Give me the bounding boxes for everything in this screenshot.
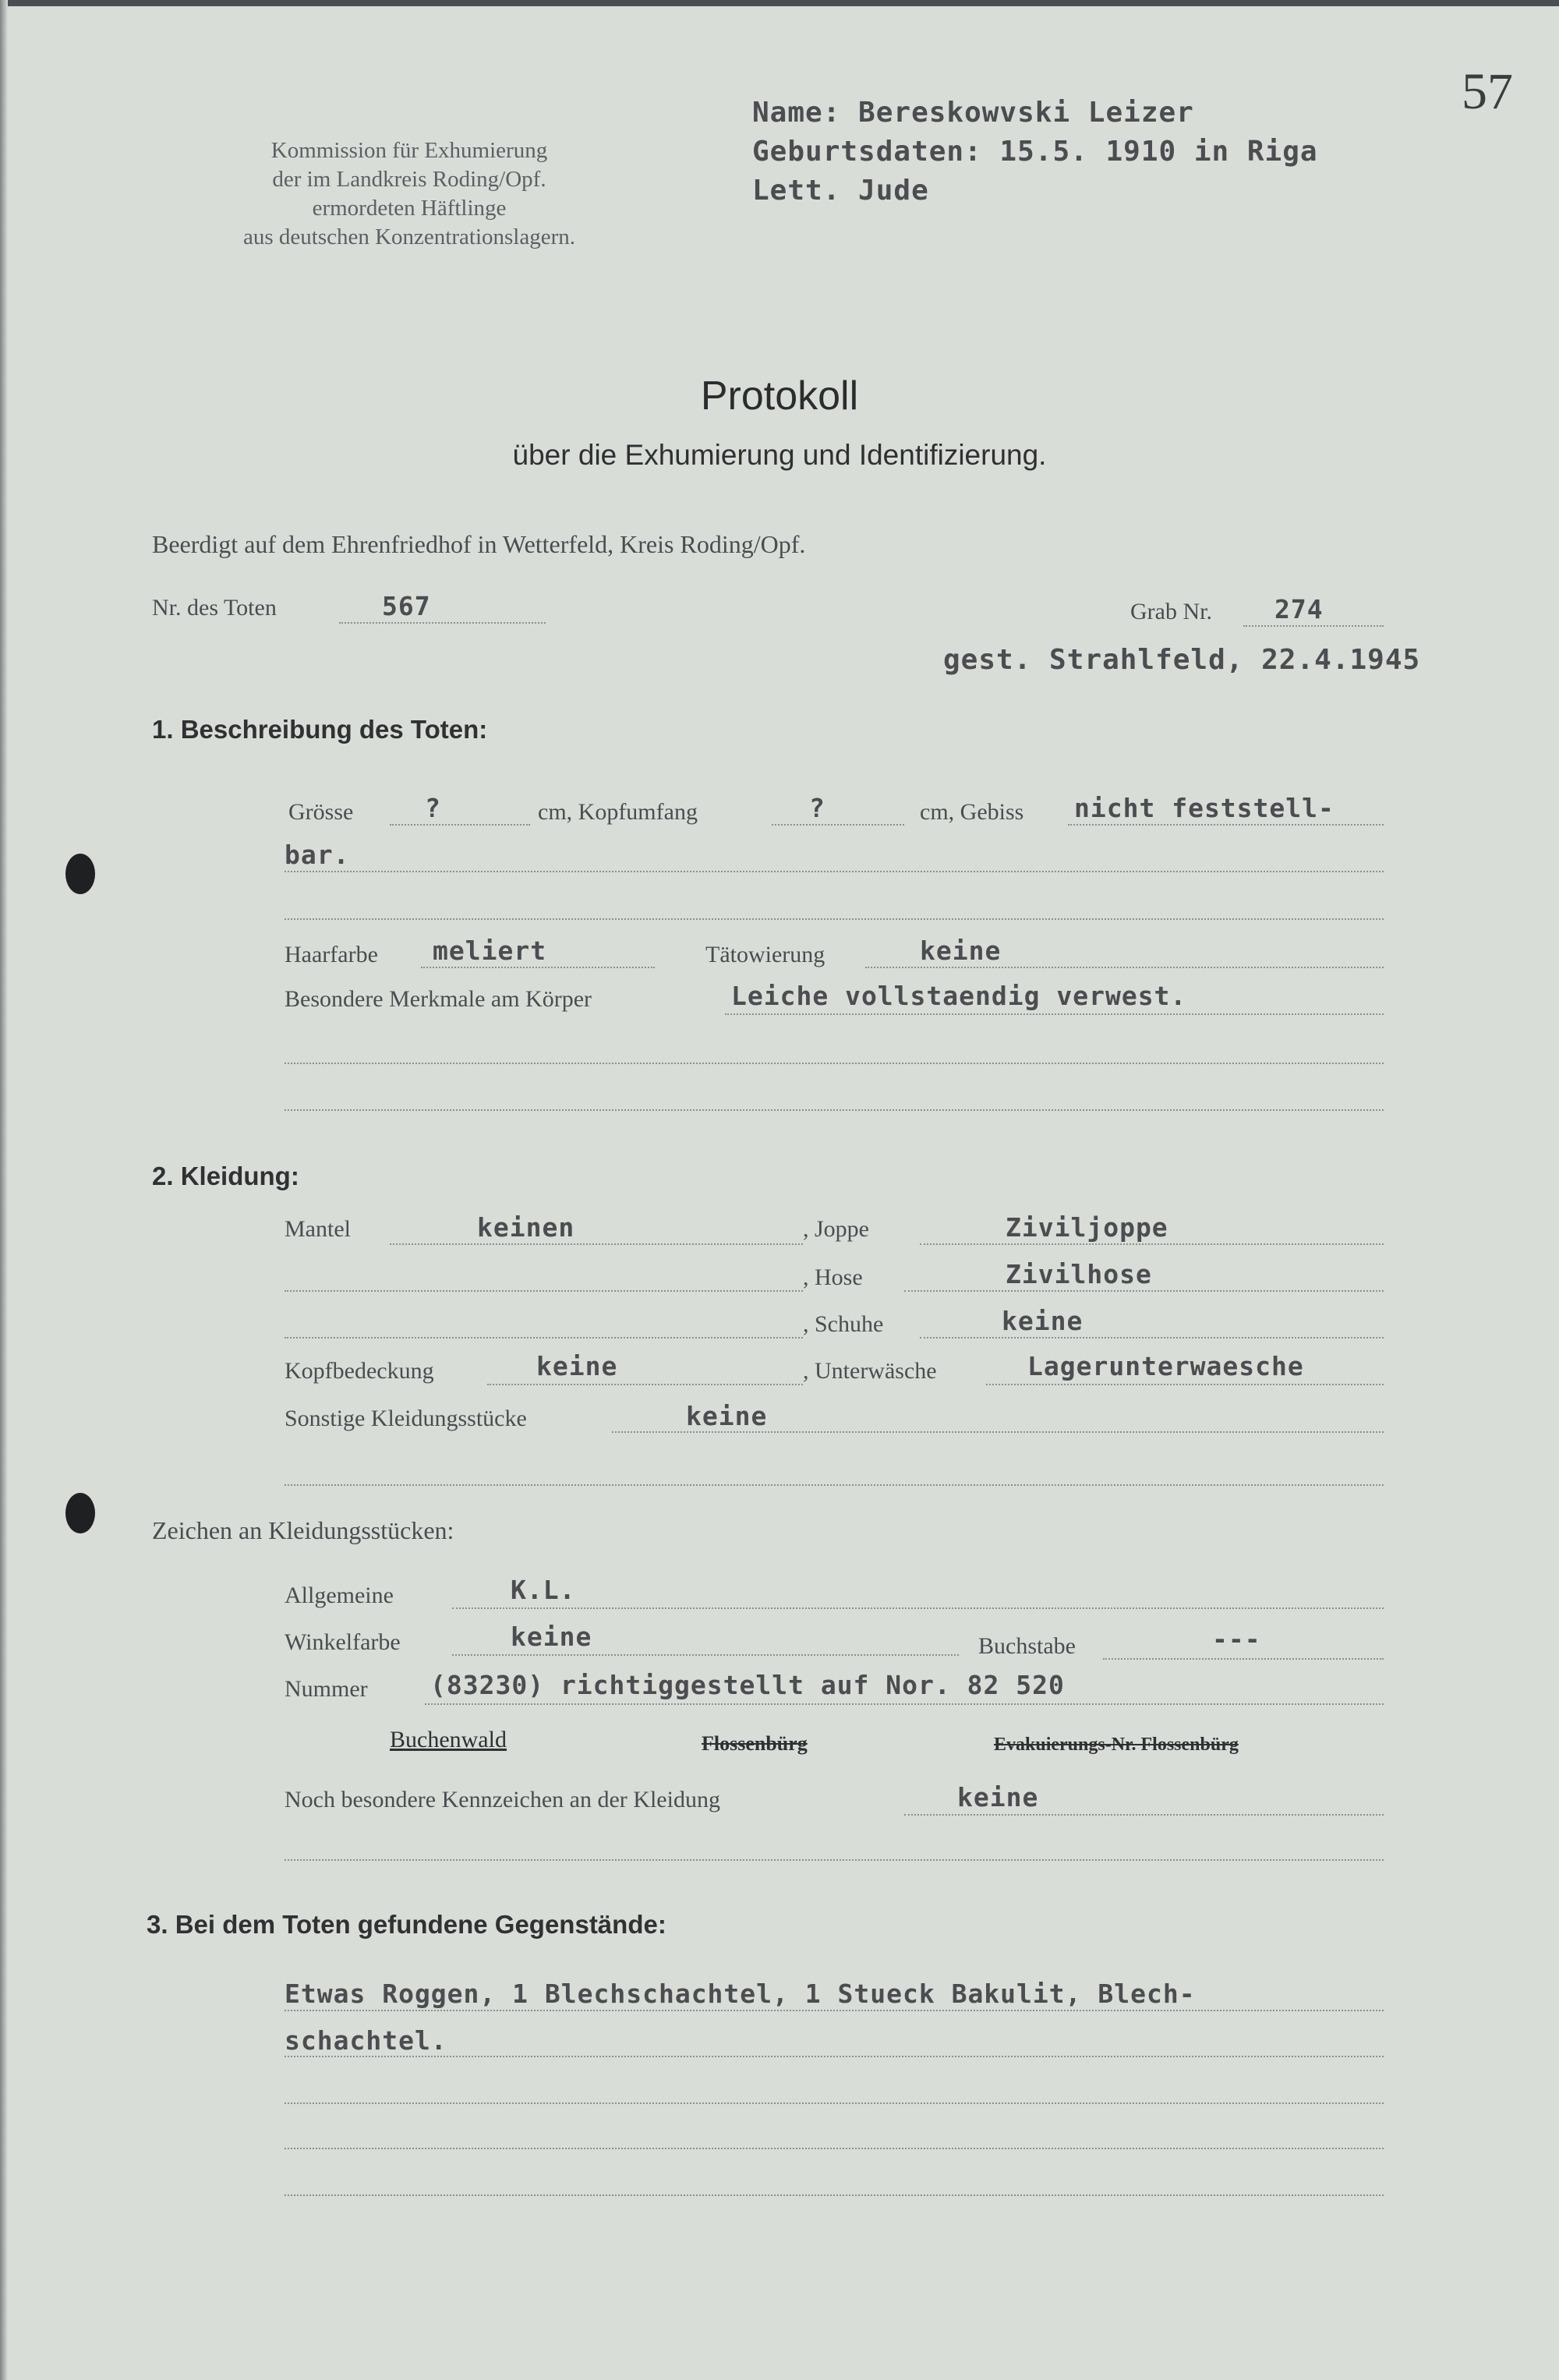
burial-line: Beerdigt auf dem Ehrenfriedhof in Wetterfeld, Kreis Roding/Opf. [152, 530, 806, 558]
besondere-kennzeichen-value: keine [957, 1782, 1039, 1812]
merkmale-value: Leiche vollstaendig verwest. [731, 981, 1187, 1011]
header-birth: Geburtsdaten: 15.5. 1910 in Riga [752, 136, 1318, 168]
merkmale-label: Besondere Merkmale am Körper [285, 986, 592, 1012]
schuhe-dots [920, 1337, 1384, 1339]
camp-flossenbuerg: Flossenbürg [702, 1732, 808, 1755]
punch-hole-bottom [65, 1493, 95, 1533]
winkelfarbe-dots [452, 1654, 959, 1656]
mantel-dots [390, 1243, 803, 1245]
schuhe-label: , Schuhe [803, 1311, 884, 1337]
allgemeine-dots [452, 1607, 1384, 1609]
gegenstaende-dots-2 [285, 2056, 1384, 2057]
nr-toten-value: 567 [382, 591, 431, 621]
clothing-blank-2-dots [285, 1337, 803, 1339]
clothing-blank-3-dots [285, 1484, 1384, 1486]
grab-dots [1243, 625, 1384, 627]
death-note: gest. Strahlfeld, 22.4.1945 [943, 644, 1421, 676]
nr-toten-label: Nr. des Toten [152, 595, 277, 621]
typed-header [752, 94, 1318, 210]
allgemeine-value: K.L. [511, 1575, 576, 1605]
joppe-label: , Joppe [803, 1216, 869, 1242]
punch-hole-top [65, 854, 95, 894]
kopfumfang-dots [772, 824, 904, 826]
haarfarbe-label: Haarfarbe [285, 942, 378, 967]
sonstige-dots [612, 1431, 1384, 1433]
nummer-label: Nummer [285, 1676, 368, 1702]
commission-line-4: aus deutschen Konzentrationslagern. [243, 225, 575, 249]
sonstige-label: Sonstige Kleidungsstücke [285, 1406, 527, 1431]
kopfumfang-value: ? [809, 793, 825, 823]
allgemeine-label: Allgemeine [285, 1583, 394, 1608]
gebiss-dots [1068, 824, 1384, 826]
gebiss-continuation: bar. [285, 840, 350, 870]
gegenstaende-dots-4 [285, 2148, 1384, 2149]
haarfarbe-dots [421, 967, 655, 968]
taetowierung-dots [865, 967, 1384, 968]
section1-line-3 [285, 918, 1384, 920]
groesse-label: Grösse [288, 799, 354, 825]
scan-left-edge [0, 0, 8, 2380]
gebiss-label: cm, Gebiss [920, 799, 1024, 825]
groesse-dots [390, 824, 530, 826]
gegenstaende-dots-1 [285, 2010, 1384, 2011]
grab-label: Grab Nr. [1130, 599, 1212, 624]
besondere-kennzeichen-label: Noch besondere Kennzeichen an der Kleidung [285, 1787, 720, 1812]
section3-heading: 3. Bei dem Toten gefundene Gegenstände: [147, 1910, 666, 1939]
joppe-value: Ziviljoppe [1006, 1212, 1168, 1243]
schuhe-value: keine [1002, 1306, 1084, 1336]
commission-line-1: Kommission für Exhumierung [270, 138, 548, 163]
evakuierungs-nr: Evakuierungs-Nr. Flossenbürg [994, 1735, 1239, 1755]
commission-line-3: ermordeten Häftlinge [312, 196, 507, 221]
gebiss-value: nicht feststell- [1074, 793, 1335, 823]
section1-line-6 [285, 1063, 1384, 1064]
buchstabe-dots [1103, 1658, 1384, 1660]
commission-line-2: der im Landkreis Roding/Opf. [272, 167, 546, 192]
kopfbedeckung-dots [487, 1384, 803, 1385]
section1-line-7 [285, 1109, 1384, 1111]
scan-top-edge [0, 0, 1559, 6]
section1-heading: 1. Beschreibung des Toten: [152, 715, 488, 744]
camp-buchenwald: Buchenwald [390, 1727, 507, 1752]
nummer-value: (83230) richtiggestellt auf Nor. 82 520 [430, 1670, 1065, 1700]
unterwaesche-label: , Unterwäsche [803, 1358, 937, 1384]
groesse-value: ? [425, 793, 441, 823]
page-title: Protokoll [700, 373, 859, 419]
zeichen-heading: Zeichen an Kleidungsstücken: [152, 1516, 454, 1544]
unterwaesche-dots [986, 1384, 1384, 1385]
nummer-dots [425, 1703, 1384, 1705]
gegenstaende-line-2: schachtel. [285, 2025, 447, 2056]
page-number: 57 [1462, 63, 1513, 120]
hose-value: Zivilhose [1006, 1259, 1152, 1289]
mantel-label: Mantel [285, 1216, 351, 1242]
section2-heading: 2. Kleidung: [152, 1162, 299, 1190]
section1-line-2 [285, 871, 1384, 872]
gegenstaende-dots-5 [285, 2194, 1384, 2196]
unterwaesche-value: Lagerunterwaesche [1027, 1351, 1304, 1381]
gegenstaende-line-1: Etwas Roggen, 1 Blechschachtel, 1 Stueck Bakulit, Blech- [285, 1979, 1196, 2009]
buchstabe-label: Buchstabe [978, 1633, 1076, 1659]
zeichen-blank-line [285, 1859, 1384, 1861]
hose-dots [904, 1290, 1384, 1292]
taetowierung-value: keine [920, 935, 1002, 966]
besondere-kennzeichen-dots [904, 1814, 1384, 1816]
gegenstaende-dots-3 [285, 2102, 1384, 2104]
sonstige-value: keine [686, 1401, 768, 1431]
nr-toten-dots [339, 622, 546, 624]
buchstabe-value: --- [1212, 1624, 1261, 1654]
taetowierung-label: Tätowierung [705, 942, 825, 967]
clothing-blank-1-dots [285, 1290, 803, 1292]
winkelfarbe-value: keine [511, 1621, 592, 1652]
grab-value: 274 [1274, 594, 1324, 624]
kopfbedeckung-label: Kopfbedeckung [285, 1358, 434, 1384]
mantel-value: keinen [477, 1212, 575, 1243]
merkmale-dots [725, 1013, 1384, 1015]
kopfbedeckung-value: keine [536, 1351, 618, 1381]
joppe-dots [920, 1243, 1384, 1245]
header-origin: Lett. Jude [752, 175, 929, 207]
hose-label: , Hose [803, 1264, 863, 1290]
winkelfarbe-label: Winkelfarbe [285, 1629, 401, 1655]
kopfumfang-label: cm, Kopfumfang [538, 799, 698, 825]
haarfarbe-value: meliert [433, 935, 547, 966]
commission-letterhead [164, 136, 655, 252]
header-name: Name: Bereskowvski Leizer [752, 97, 1194, 129]
page-subtitle: über die Exhumierung und Identifizierung. [512, 439, 1047, 471]
